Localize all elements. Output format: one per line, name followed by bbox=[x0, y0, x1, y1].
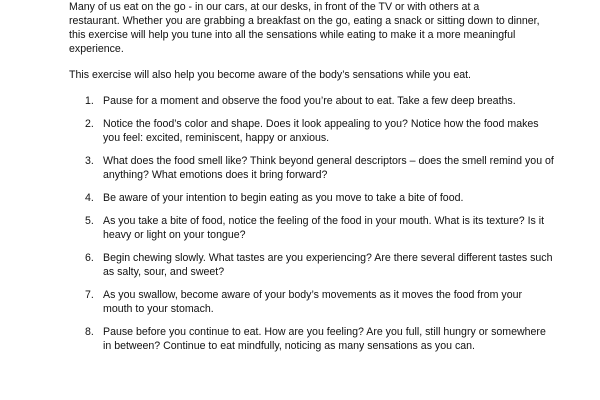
list-item bbox=[69, 325, 569, 353]
step-text: As you swallow, become aware of your body’s movements as it moves the food from your mouth to your stomach. bbox=[103, 289, 523, 315]
step-number: 3. bbox=[85, 155, 94, 167]
list-item bbox=[69, 191, 569, 205]
list-item bbox=[69, 251, 569, 279]
step-number: 7. bbox=[85, 289, 94, 301]
step-text: What does the food smell like? Think beyond general descriptors – does the smell remind you of anything? What emotions does it bring forward? bbox=[103, 155, 554, 181]
list-item bbox=[69, 94, 569, 108]
step-number: 6. bbox=[85, 252, 94, 264]
list-item bbox=[69, 154, 569, 182]
step-text: Pause for a moment and observe the food you’re about to eat. Take a few deep breaths. bbox=[103, 95, 516, 107]
step-number: 5. bbox=[85, 215, 94, 227]
list-item bbox=[69, 117, 569, 145]
step-number: 2. bbox=[85, 118, 94, 130]
steps-list bbox=[69, 94, 569, 353]
list-item bbox=[69, 288, 569, 316]
lead-sentence: This exercise will also help you become aware of the body’s sensations while you eat. bbox=[69, 69, 471, 81]
step-text: Be aware of your intention to begin eating as you move to take a bite of food. bbox=[103, 192, 464, 204]
step-number: 1. bbox=[85, 95, 94, 107]
step-number: 8. bbox=[85, 326, 94, 338]
intro-paragraph: Many of us eat on the go - in our cars, at our desks, in front of the TV or with others at a restaurant. Whether you are grabbing a breakfast on the go, eating a snack or sitting down to dinner, this exercise will help you tune into all the sensations while eating to make it a more meaningful experience. bbox=[69, 1, 540, 55]
step-number: 4. bbox=[85, 192, 94, 204]
list-item bbox=[69, 214, 569, 242]
document-page bbox=[69, 0, 569, 362]
step-text: As you take a bite of food, notice the feeling of the food in your mouth. What is its texture? Is it heavy or light on your tongue? bbox=[103, 215, 545, 241]
step-text: Notice the food’s color and shape. Does it look appealing to you? Notice how the food makes you feel: excited, reminiscent, happy or anxious. bbox=[103, 118, 539, 144]
step-text: Begin chewing slowly. What tastes are you experiencing? Are there several different tastes such as salty, sour, and sweet? bbox=[103, 252, 553, 278]
step-text: Pause before you continue to eat. How are you feeling? Are you full, still hungry or somewhere in between? Continue to eat mindfully, noticing as many sensations as you can. bbox=[103, 326, 546, 352]
